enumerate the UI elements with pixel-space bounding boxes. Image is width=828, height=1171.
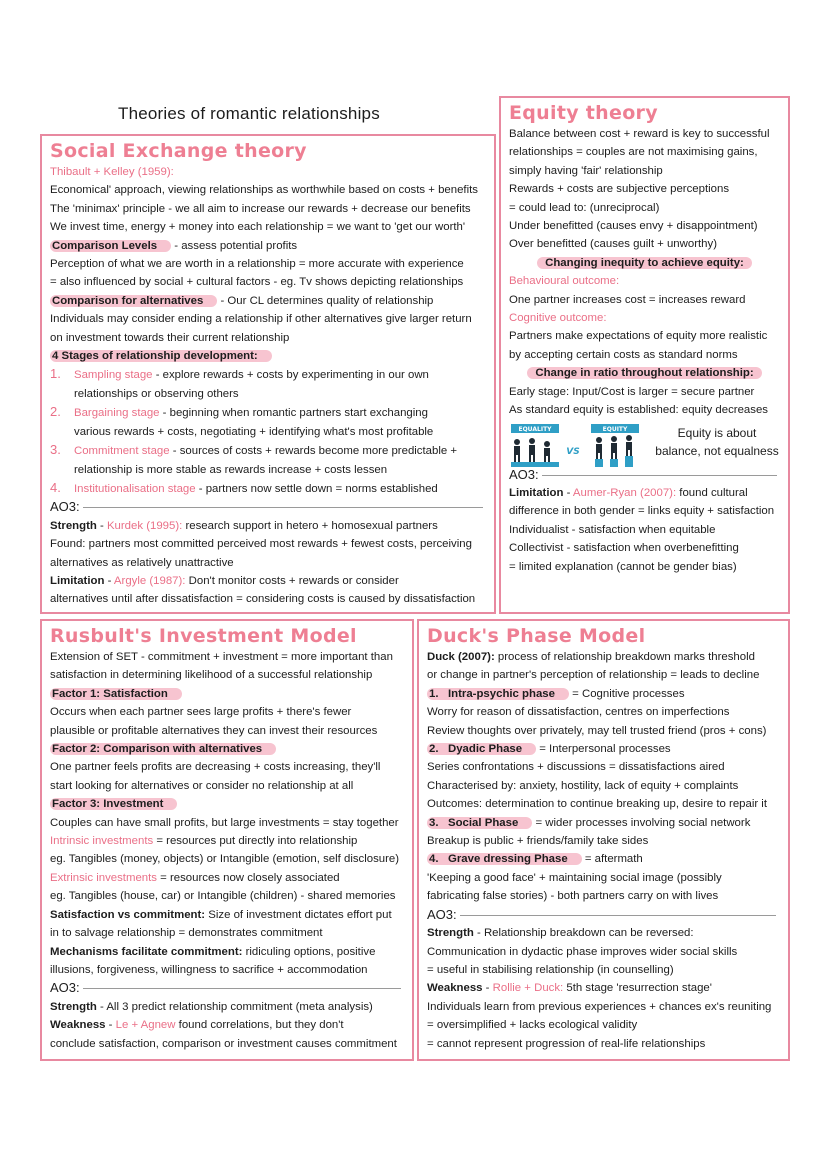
ao3-label: AO3: xyxy=(50,980,80,996)
text-span: process of relationship breakdown marks threshold xyxy=(494,651,755,663)
phase-number: 1. xyxy=(429,687,439,700)
citation: Kurdek (1995): xyxy=(106,519,183,532)
text-line: The 'minimax' principle - we all aim to increase our rewards + decrease our benefits xyxy=(50,202,471,215)
highlight-label xyxy=(427,688,569,700)
text-line: Partners make expectations of equity more realistic xyxy=(509,330,768,343)
text-line: start looking for alternatives or consider no relationship at all xyxy=(50,779,354,792)
text-line: = could lead to: (unreciprocal) xyxy=(509,201,660,214)
text-line: Collectivist - satisfaction when overbenefitting xyxy=(509,542,739,555)
phase-name: Social Phase xyxy=(448,816,519,829)
text-line: One partner feels profits are decreasing + costs increasing, they'll xyxy=(50,761,381,774)
text-line: difference in both gender = links equity + satisfaction xyxy=(509,505,775,518)
stage-number: 1. xyxy=(50,366,61,382)
ao3-heading xyxy=(50,498,486,516)
highlight-label: 4 Stages of relationship development: xyxy=(50,350,272,362)
strength-label: Strength xyxy=(50,519,97,532)
text-line: various rewards + costs, negotiating + identifying what's most profitable xyxy=(74,425,434,438)
text-line: by accepting certain costs as standard norms xyxy=(509,348,738,361)
equity-section xyxy=(499,96,790,614)
text-line: Balance between cost + reward is key to successful xyxy=(509,128,770,140)
text-span: - xyxy=(104,574,114,587)
phase-item xyxy=(427,740,780,758)
text-line: Rewards + costs are subjective perceptions xyxy=(509,183,730,196)
phase-number: 4. xyxy=(429,853,439,866)
highlight-label: Factor 2: Comparison with alternatives xyxy=(50,743,276,755)
text-span: - All 3 predict relationship commitment (meta analysis) xyxy=(96,1000,373,1013)
strength-label: Strength xyxy=(50,1000,97,1013)
text-span: Don't monitor costs + rewards or consider xyxy=(185,574,399,587)
text-line: on investment towards their current relationship xyxy=(50,331,290,344)
text-line: Over benefitted (causes guilt + unworthy) xyxy=(509,238,717,251)
stage-number: 2. xyxy=(50,404,61,420)
caption-line: Equity is about xyxy=(677,425,757,440)
stage-item xyxy=(50,403,486,422)
phase-name: Dyadic Phase xyxy=(448,743,523,756)
stage-name: Sampling stage xyxy=(74,369,153,382)
text-span: - xyxy=(105,1019,116,1032)
text-line: Found: partners most committed perceived most rewards + fewest costs, perceiving xyxy=(50,538,472,551)
text-span: - xyxy=(563,486,573,499)
ao3-label: AO3: xyxy=(509,466,539,482)
text-line: alternatives as relatively unattractive xyxy=(50,556,234,569)
text-line: Under benefitted (causes envy + disappointment) xyxy=(509,220,758,233)
equity-people-icon xyxy=(596,435,632,459)
text-line xyxy=(50,347,486,365)
text-line: As standard equity is established: equity decreases xyxy=(509,404,768,417)
equality-equity-illustration xyxy=(509,424,643,468)
highlight-label: Comparison Levels xyxy=(50,240,171,252)
text-line: satisfaction in determining likelihood of a successful relationship xyxy=(50,669,373,682)
text-line: in to salvage relationship = demonstrates commitment xyxy=(50,927,323,940)
text-line xyxy=(50,795,404,813)
divider xyxy=(542,475,777,476)
outcome-label: Behavioural outcome: xyxy=(509,275,620,288)
text-line: We invest time, energy + money into each relationship = we want to 'get our worth' xyxy=(50,221,466,234)
author-ref: Thibault + Kelley (1959): xyxy=(50,166,174,178)
text-span: found correlations, but they don't xyxy=(175,1019,344,1032)
ao3-heading xyxy=(427,906,780,924)
citation: Argyle (1987): xyxy=(113,574,186,587)
limitation-label: Limitation xyxy=(509,486,564,499)
text-span: = Cognitive processes xyxy=(568,687,685,700)
section-title: Duck's Phase Model xyxy=(427,625,646,647)
text-span: 5th stage 'resurrection stage' xyxy=(563,982,712,995)
text-line: = oversimplified + lacks ecological validity xyxy=(427,1019,638,1032)
phase-item xyxy=(427,850,780,868)
phase-number: 2. xyxy=(429,743,439,756)
weakness-label: Weakness xyxy=(427,982,483,995)
strength-label: Strength xyxy=(427,927,474,940)
text-line xyxy=(50,943,404,961)
text-span: ridiculing options, positive xyxy=(242,945,376,958)
text-line: illusions, forgiveness, willingness to sacrifice + accommodation xyxy=(50,963,368,976)
text-span: - partners now settle down = norms established xyxy=(195,482,438,495)
stage-item xyxy=(50,479,486,498)
social-exchange-section xyxy=(40,134,496,614)
ao3-heading xyxy=(509,466,780,484)
text-line: = limited explanation (cannot be gender bias) xyxy=(509,560,737,573)
text-line xyxy=(50,572,486,590)
highlight-label: Factor 1: Satisfaction xyxy=(50,688,182,700)
vs-label: VS xyxy=(566,446,580,457)
text-line: alternatives until after dissatisfaction = considering costs is caused by dissatisfaction xyxy=(50,593,476,606)
text-line: = cannot represent progression of real-life relationships xyxy=(427,1037,706,1050)
text-line: Communication in dydactic phase improves wider social skills xyxy=(427,945,738,958)
text-line: conclude satisfaction, comparison or investment causes commitment xyxy=(50,1037,397,1050)
text-span: - Relationship breakdown can be reversed: xyxy=(473,927,694,940)
stage-number: 3. xyxy=(50,442,61,458)
citation: Duck (2007): xyxy=(427,651,495,663)
text-line xyxy=(50,869,404,887)
text-span: - xyxy=(482,982,493,995)
stage-item xyxy=(50,441,486,460)
text-line: Characterised by: anxiety, hostility, lack of equity + complaints xyxy=(427,779,739,792)
text-span: = wider processes involving social network xyxy=(532,816,751,829)
divider xyxy=(460,915,776,916)
stage-name: Bargaining stage xyxy=(74,407,160,420)
text-line: eg. Tangibles (house, car) or Intangible (children) - shared memories xyxy=(50,890,396,903)
text-line xyxy=(509,484,780,502)
equal-people-icon xyxy=(514,438,550,462)
text-line xyxy=(50,685,404,703)
section-title: Rusbult's Investment Model xyxy=(50,625,357,647)
ao3-heading xyxy=(50,979,404,997)
text-line: Worry for reason of dissatisfaction, centres on imperfections xyxy=(427,706,730,719)
duck-section xyxy=(417,619,790,1061)
section-title: Social Exchange theory xyxy=(50,140,307,162)
text-line: plausible or profitable alternatives they can invest their resources xyxy=(50,724,378,737)
graphic-caption xyxy=(647,424,787,460)
highlight-label xyxy=(427,853,582,865)
text-line: Extension of SET - commitment + investment = more important than xyxy=(50,651,393,663)
text-span: - assess potential profits xyxy=(171,239,298,252)
equality-vs-equity-graphic xyxy=(509,424,780,464)
term-label: Mechanisms facilitate commitment: xyxy=(50,945,243,958)
text-span: - beginning when romantic partners start exchanging xyxy=(159,407,428,420)
highlight-label xyxy=(427,817,532,829)
equity-banner-text: EQUITY xyxy=(602,425,628,433)
stage-name: Commitment stage xyxy=(74,445,170,458)
text-line xyxy=(509,364,780,382)
section-title: Equity theory xyxy=(509,102,658,124)
text-line xyxy=(50,292,486,310)
text-span: = resources now closely associated xyxy=(156,871,340,884)
citation: Aumer-Ryan (2007): xyxy=(572,486,677,499)
text-line: = useful in stabilising relationship (in counselling) xyxy=(427,963,674,976)
divider xyxy=(83,988,401,989)
text-line: Outcomes: determination to continue breaking up, desire to repair it xyxy=(427,798,768,811)
text-line: relationships = couples are not maximising gains, xyxy=(509,146,758,159)
text-line: Couples can have small profits, but large investments = stay together xyxy=(50,816,399,829)
caption-line: balance, not equalness xyxy=(655,443,779,458)
term-label: Intrinsic investments xyxy=(50,835,154,848)
phase-item xyxy=(427,814,780,832)
phase-item xyxy=(427,685,780,703)
text-line: Breakup is public + friends/family take sides xyxy=(427,835,649,848)
ao3-label: AO3: xyxy=(50,499,80,515)
outcome-label: Cognitive outcome: xyxy=(509,312,607,325)
text-line xyxy=(50,998,404,1016)
text-line: Individualist - satisfaction when equitable xyxy=(509,523,716,536)
text-line: One partner increases cost = increases reward xyxy=(509,293,746,306)
stage-number: 4. xyxy=(50,479,61,495)
highlight-label: Comparison for alternatives xyxy=(50,295,217,307)
text-line: Review thoughts over privately, may tell trusted friend (pros + cons) xyxy=(427,724,767,737)
text-line xyxy=(50,740,404,758)
stage-name: Institutionalisation stage xyxy=(74,482,196,495)
highlight-label: Change in ratio throughout relationship: xyxy=(527,367,761,379)
text-line: fabricating false stories) - both partners carry on with lives xyxy=(427,890,719,903)
text-line: 'Keeping a good face' + maintaining social image (possibly xyxy=(427,871,722,884)
text-line xyxy=(50,832,404,850)
rusbult-section xyxy=(40,619,414,1061)
term-label: Extrinsic investments xyxy=(50,871,157,884)
text-span: - sources of costs + rewards become more predictable + xyxy=(169,445,458,458)
text-line: Perception of what we are worth in a relationship = more accurate with experience xyxy=(50,258,464,271)
text-line: Individuals may consider ending a relationship if other alternatives give larger return xyxy=(50,313,472,326)
text-line: or change in partner's perception of relationship = leads to decline xyxy=(427,669,760,682)
text-span: - xyxy=(96,519,107,532)
highlight-label: Factor 3: Investment xyxy=(50,798,177,810)
text-line: Economical' approach, viewing relationships as worthwhile based on costs + benefits xyxy=(50,184,478,197)
text-line: Occurs when each partner sees large profits + there's fewer xyxy=(50,706,352,719)
text-span: research support in hetero + homosexual partners xyxy=(182,519,438,532)
phase-name: Grave dressing Phase xyxy=(448,853,568,866)
citation: Le + Agnew xyxy=(115,1019,176,1032)
text-line: Early stage: Input/Cost is larger = secure partner xyxy=(509,385,755,398)
weakness-label: Weakness xyxy=(50,1019,106,1032)
text-line: relationships or observing others xyxy=(74,387,239,400)
text-line xyxy=(50,1016,404,1034)
text-line xyxy=(50,906,404,924)
text-line xyxy=(509,254,780,272)
text-line: = also influenced by social + cultural factors - eg. Tv shows depicting relationships xyxy=(50,276,464,289)
text-span: - explore rewards + costs by experimenting in our own xyxy=(152,369,429,382)
equality-banner-text: EQUALITY xyxy=(518,425,552,433)
text-line: eg. Tangibles (money, objects) or Intangible (emotion, self disclosure) xyxy=(50,853,400,866)
highlight-label: Changing inequity to achieve equity: xyxy=(537,257,752,269)
limitation-label: Limitation xyxy=(50,574,105,587)
term-label: Satisfaction vs commitment: xyxy=(50,908,206,921)
highlight-label xyxy=(427,743,536,755)
divider xyxy=(83,507,483,508)
ao3-label: AO3: xyxy=(427,906,457,922)
text-line: Series confrontations + discussions = dissatisfactions aired xyxy=(427,761,725,774)
text-line: Individuals learn from previous experiences + chances ex's reuniting xyxy=(427,1000,772,1013)
text-line: relationship is more stable as rewards increase + costs lessen xyxy=(74,463,388,476)
text-line xyxy=(427,979,780,997)
text-line xyxy=(427,924,780,942)
text-span: = aftermath xyxy=(581,853,643,866)
page-title: Theories of romantic relationships xyxy=(118,104,380,123)
stage-item xyxy=(50,365,486,384)
phase-number: 3. xyxy=(429,816,439,829)
text-span: - Our CL determines quality of relationship xyxy=(217,294,434,307)
text-line: simply having 'fair' relationship xyxy=(509,164,663,177)
text-span: = Interpersonal processes xyxy=(536,743,671,756)
phase-name: Intra-psychic phase xyxy=(448,687,555,700)
text-line xyxy=(50,237,486,255)
text-span: found cultural xyxy=(676,486,748,499)
text-span: = resources put directly into relationship xyxy=(153,835,358,848)
text-line xyxy=(50,517,486,535)
text-line xyxy=(427,648,780,666)
citation: Rollie + Duck: xyxy=(492,982,564,995)
text-span: Size of investment dictates effort put xyxy=(205,908,392,921)
